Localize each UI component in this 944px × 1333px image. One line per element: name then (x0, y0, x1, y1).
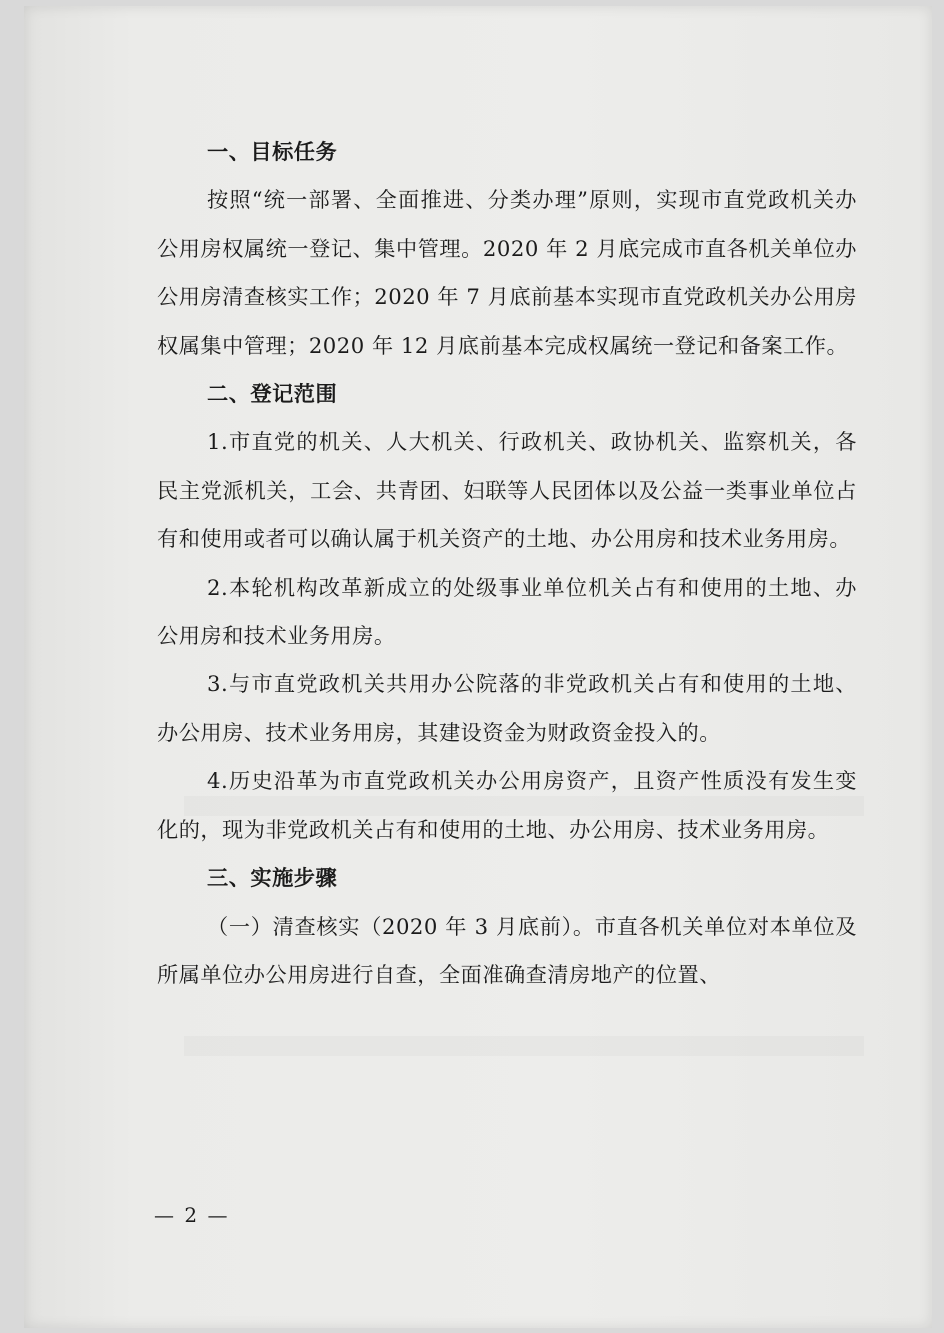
list-item-scope-1: 1.市直党的机关、人大机关、行政机关、政协机关、监察机关，各民主党派机关，工会、共青团、妇联等人民团体以及公益一类事业单位占有和使用或者可以确认属于机关资产的土地、办公用房和技术业务用房。 (157, 429, 857, 552)
section-heading-steps: 三、实施步骤 (207, 865, 338, 891)
bleed-through-shadow (184, 1036, 864, 1056)
document-body (157, 128, 857, 999)
paragraph-steps: （一）清查核实（2020 年 3 月底前）。市直各机关单位对本单位及所属单位办公用房进行自查，全面准确查清房地产的位置、 (157, 913, 857, 987)
section-heading-scope: 二、登记范围 (207, 381, 338, 407)
paragraph-goals: 按照“统一部署、全面推进、分类办理”原则，实现市直党政机关办公用房权属统一登记、集中管理。2020 年 2 月底完成市直各机关单位办公用房清查核实工作；2020 年 7 月底前基本实现市直党政机关办公用房权属集中管理；2020 年 12 月底前基本完成权属统一登记和备案工作。 (157, 187, 857, 358)
list-item-scope-4: 4.历史沿革为市直党政机关办公用房资产，且资产性质没有发生变化的，现为非党政机关占有和使用的土地、办公用房、技术业务用房。 (157, 768, 857, 842)
page-number: — 2 — (154, 1203, 230, 1227)
section-heading-goals: 一、目标任务 (207, 139, 338, 164)
list-item-scope-3: 3.与市直党政机关共用办公院落的非党政机关占有和使用的土地、办公用房、技术业务用房，其建设资金为财政资金投入的。 (157, 671, 857, 745)
list-item-scope-2: 2.本轮机构改革新成立的处级事业单位机关占有和使用的土地、办公用房和技术业务用房。 (157, 574, 857, 649)
